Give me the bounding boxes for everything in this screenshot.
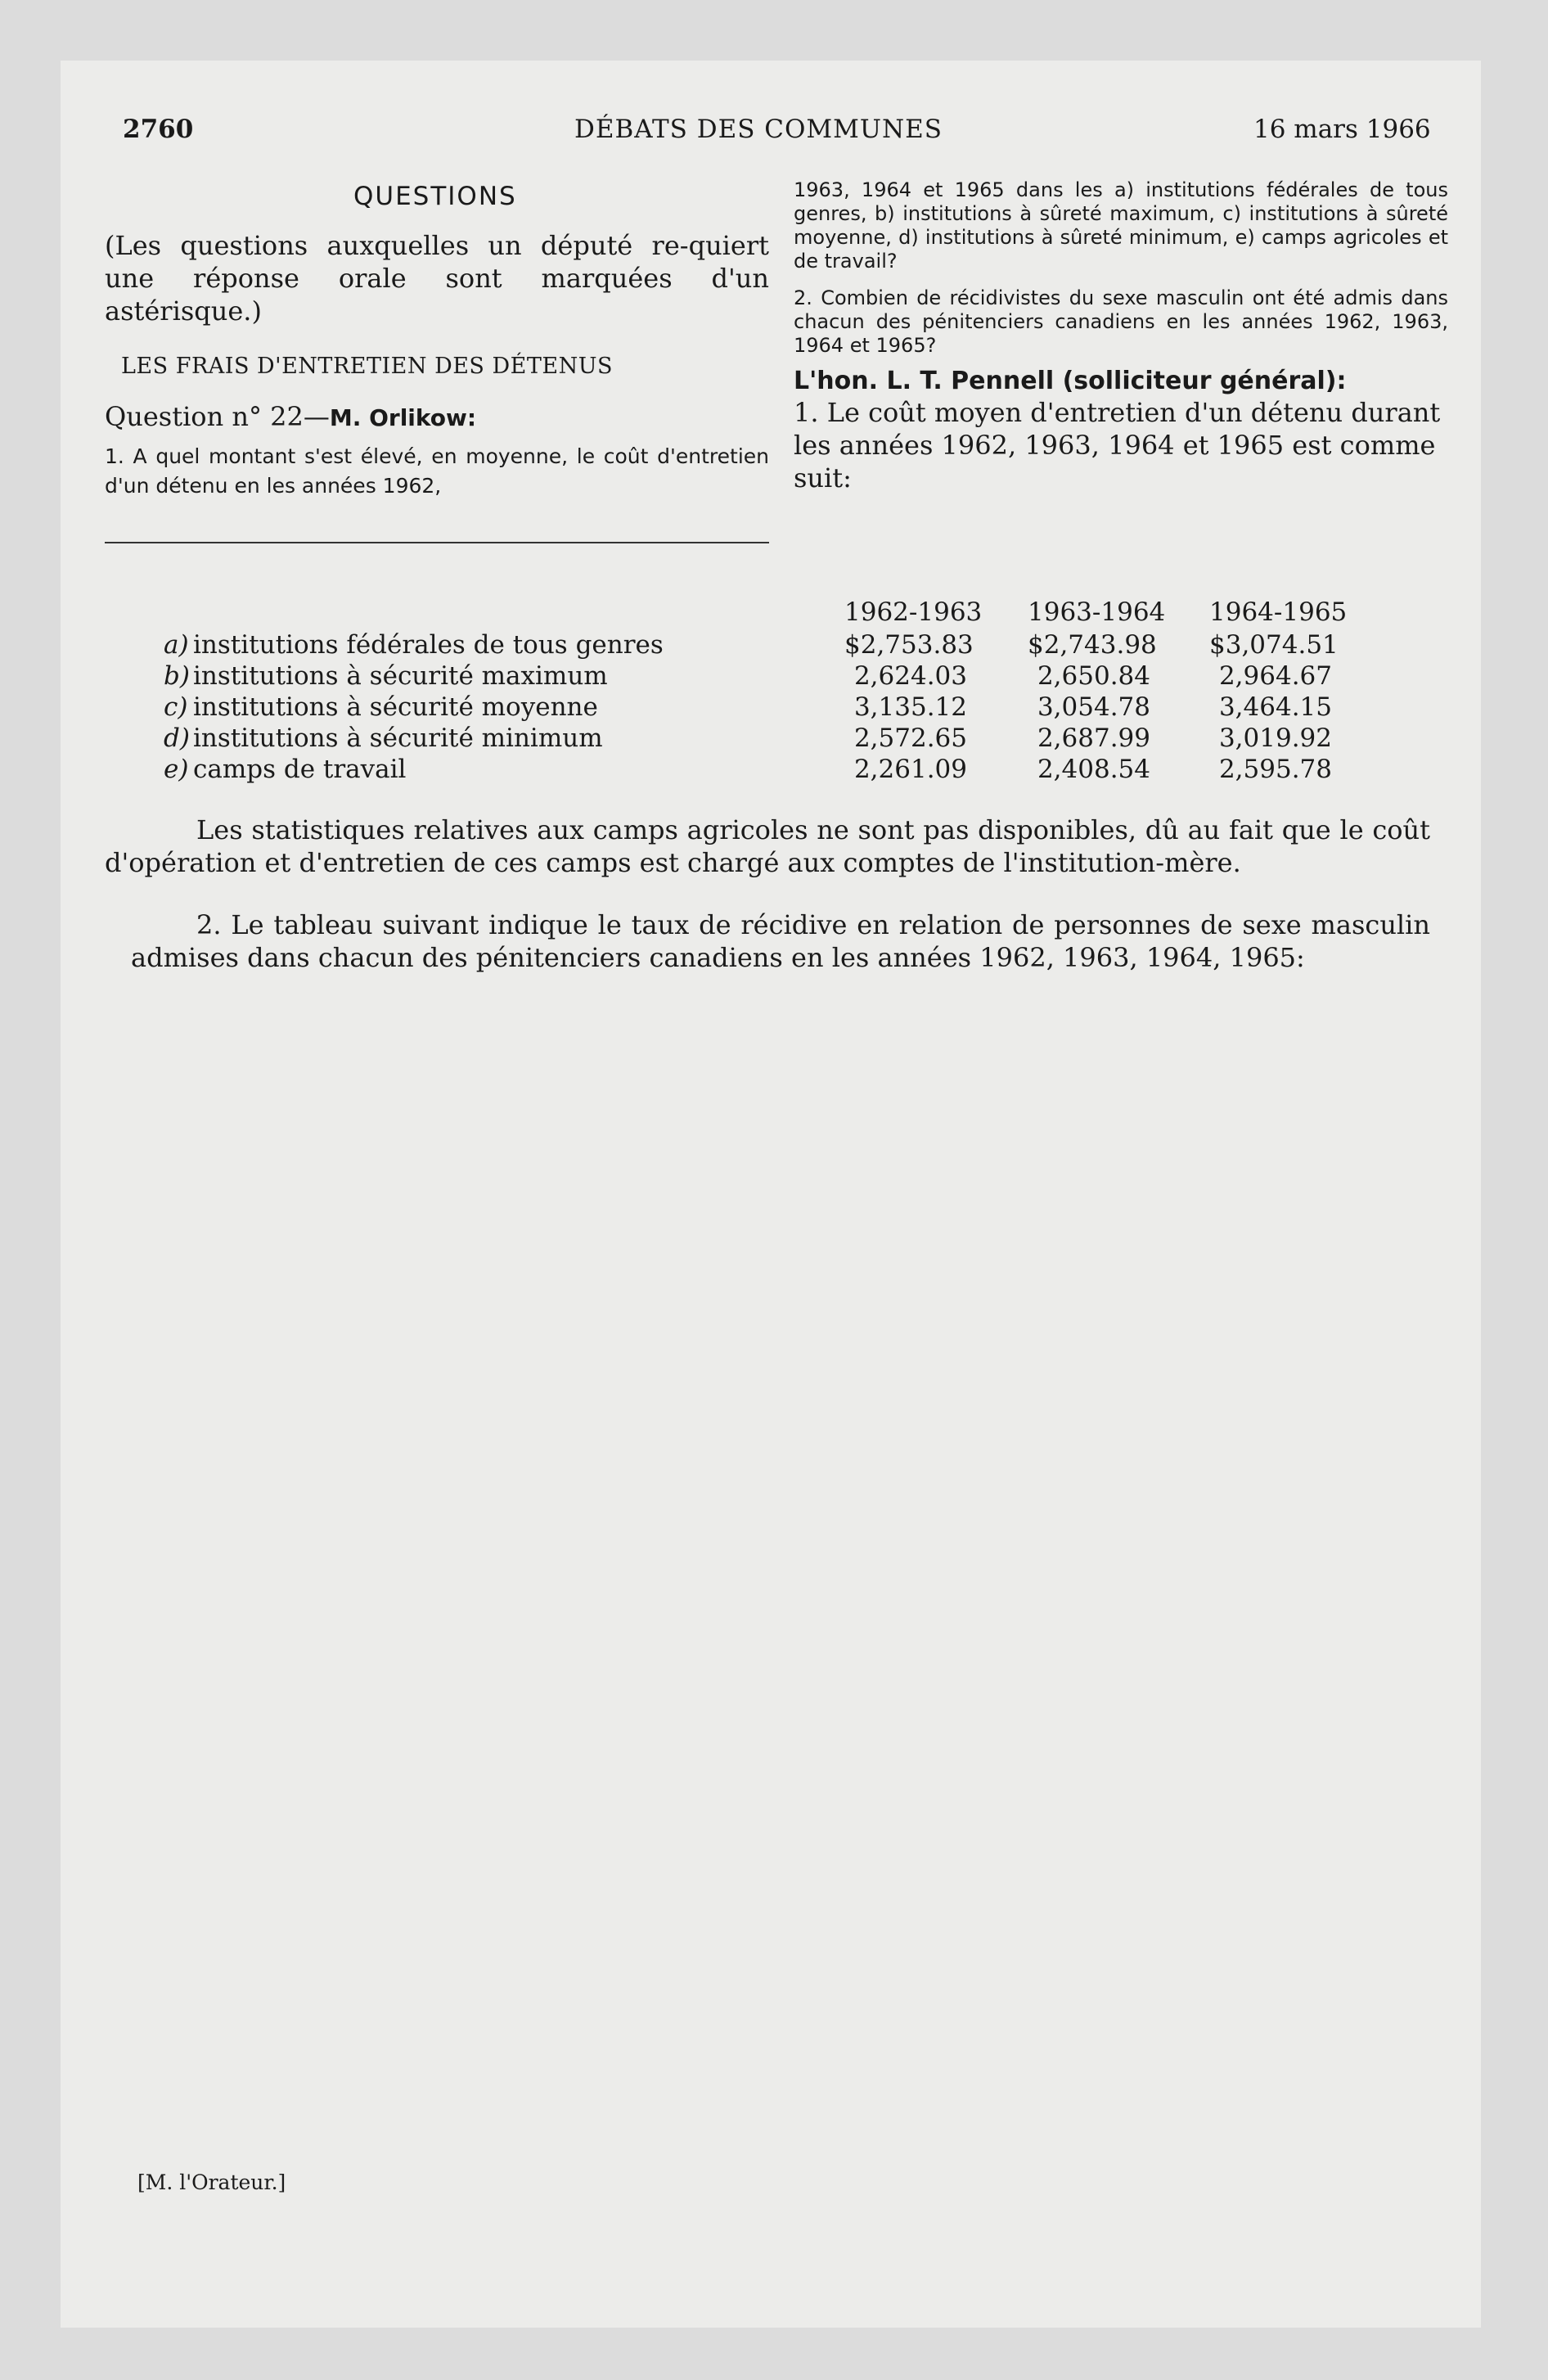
page-date: 16 mars 1966	[1253, 115, 1431, 144]
answer-2-paragraph: 2. Le tableau suivant indique le taux de récidive en relation de personnes de sexe masculin admises dans chacun des pénitenciers canadiens en les années 1962, 1963, 1964, 1965:	[131, 909, 1430, 973]
question-line	[105, 401, 476, 432]
table-cell: 2,650.84	[1037, 661, 1150, 691]
question-1-continued: 1963, 1964 et 1965 dans les a) institutions fédérales de tous genres, b) institutions à sûreté maximum, c) institutions à sûreté moyenne, d) institutions à sûreté minimum, e) camps agricoles et de travail?	[794, 178, 1448, 273]
row-label: institutions à sécurité minimum	[193, 723, 603, 753]
column-header: 1963-1964	[1028, 597, 1166, 627]
row-letter: c)	[164, 692, 188, 722]
question-2-text: 2. Combien de récidivistes du sexe masculin ont été admis dans chacun des pénitenciers canadiens en les années 1962, 1963, 1964 et 1965?	[794, 286, 1448, 357]
table-cell: 3,135.12	[853, 692, 967, 722]
row-letter: d)	[164, 723, 190, 753]
footer-note: [M. l'Orateur.]	[137, 2170, 286, 2194]
table-cell: 3,054.78	[1037, 692, 1150, 722]
table-cell: $2,753.83	[844, 630, 974, 660]
table-cell: 3,019.92	[1218, 723, 1332, 753]
speaker-name: L'hon. L. T. Pennell (solliciteur général):	[794, 367, 1347, 395]
table-cell: 2,572.65	[853, 723, 967, 753]
row-label: institutions à sécurité maximum	[193, 661, 608, 691]
table-cell: 3,464.15	[1218, 692, 1332, 722]
column-divider	[105, 542, 769, 543]
intro-paragraph: (Les questions auxquelles un député re-quiert une réponse orale sont marquées d'un astérisque.)	[105, 230, 769, 327]
row-letter: a)	[164, 630, 189, 660]
publication-title: DÉBATS DES COMMUNES	[574, 115, 943, 144]
column-header: 1964-1965	[1209, 597, 1348, 627]
column-header: 1962-1963	[844, 597, 983, 627]
question-prefix: Question n° 22—	[105, 401, 330, 432]
table-cell: 2,595.78	[1218, 755, 1332, 784]
row-label: camps de travail	[193, 755, 407, 784]
section-title: QUESTIONS	[353, 182, 517, 211]
row-label: institutions à sécurité moyenne	[193, 692, 598, 722]
statistics-paragraph: Les statistiques relatives aux camps agricoles ne sont pas disponibles, dû au fait que le coût d'opération et d'entretien de ces camps est chargé aux comptes de l'institution-mère.	[105, 814, 1430, 878]
table-cell: $2,743.98	[1028, 630, 1157, 660]
question-1-text: 1. A quel montant s'est élevé, en moyenne, le coût d'entretien d'un détenu en les années 1962,	[105, 444, 769, 498]
subheading: LES FRAIS D'ENTRETIEN DES DÉTENUS	[121, 354, 613, 379]
table-cell: $3,074.51	[1209, 630, 1339, 660]
row-label: institutions fédérales de tous genres	[193, 630, 664, 660]
answer-1-text: 1. Le coût moyen d'entretien d'un détenu durant les années 1962, 1963, 1964 et 1965 est comme suit:	[794, 397, 1441, 494]
table-cell: 2,624.03	[853, 661, 967, 691]
table-cell: 2,408.54	[1037, 755, 1150, 784]
row-letter: b)	[164, 661, 190, 691]
question-member: M. Orlikow:	[329, 404, 477, 431]
page-number: 2760	[123, 115, 194, 144]
table-cell: 2,964.67	[1218, 661, 1332, 691]
table-cell: 2,261.09	[853, 755, 967, 784]
table-cell: 2,687.99	[1037, 723, 1150, 753]
row-letter: e)	[164, 755, 189, 784]
